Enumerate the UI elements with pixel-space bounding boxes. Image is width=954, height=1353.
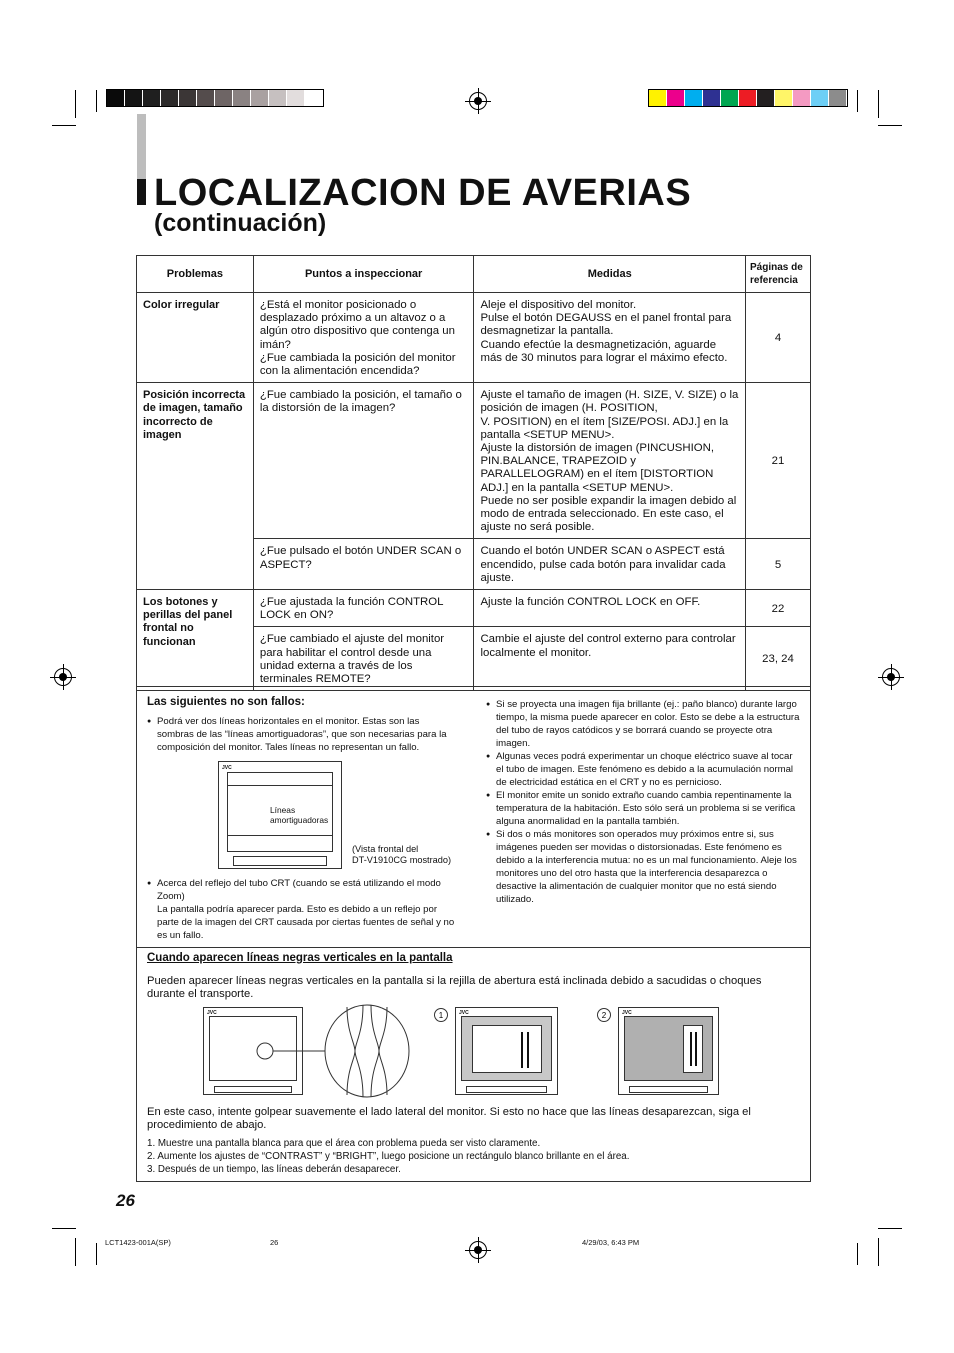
section-divider xyxy=(137,947,810,948)
step-marker-1 xyxy=(433,1007,449,1023)
header-pages: Páginas de referencia xyxy=(746,256,811,293)
color-swatch xyxy=(215,90,233,106)
note-item: ● Acerca del reflejo del tubo CRT (cuando se está utilizando el modo Zoom) La pantalla podría aparecer parda. Esto es debido a un reflejo por parte de la imagen del CRT causada por ciertas fuentes de señal y no es un fallo. xyxy=(147,877,457,942)
damper-line-bottom xyxy=(228,835,332,836)
header-measures: Medidas xyxy=(474,256,746,293)
color-swatch xyxy=(161,90,179,106)
figure-caption: (Vista frontal del DT-V1910CG mostrado) xyxy=(352,844,452,865)
color-swatch xyxy=(269,90,287,106)
svg-text:2: 2 xyxy=(601,1011,607,1020)
note-item: ● El monitor emite un sonido extraño cuando cambia repentinamente la temperatura de la habitación. Esto sólo será un problema si se verifica alguna anormalidad en la pantalla también. xyxy=(486,789,801,828)
color-swatch xyxy=(197,90,215,106)
crop-mark xyxy=(878,90,879,118)
svg-text:1: 1 xyxy=(438,1011,444,1020)
ref-cell: 21 xyxy=(746,383,811,539)
color-swatch xyxy=(739,90,757,106)
registration-mark xyxy=(882,668,900,686)
step-marker-2 xyxy=(596,1007,612,1023)
crop-mark xyxy=(857,1243,858,1265)
troubleshooting-table xyxy=(136,255,811,691)
point-cell: ¿Está el monitor posicionado o desplazado próximo a un altavoz o a algún otro dispositivo que contenga un imán? ¿Fue cambiada la posición del monitor con la alimentación encendida? xyxy=(253,293,474,383)
problem-cell: Posición incorrecta de imagen, tamaño incorrecto de imagen xyxy=(137,383,254,590)
problem-cell: Color irregular xyxy=(137,293,254,383)
crop-mark xyxy=(878,1228,902,1229)
color-swatch xyxy=(179,90,197,106)
footer-page-ref: 26 xyxy=(270,1238,279,1247)
monitor-screen xyxy=(624,1016,713,1081)
title-bar-marker xyxy=(137,179,146,205)
notes-box xyxy=(136,686,811,1182)
measure-cell: Ajuste la función CONTROL LOCK en OFF. xyxy=(474,590,746,627)
section-heading: Cuando aparecen líneas negras verticales en la pantalla xyxy=(147,952,453,964)
header-problems: Problemas xyxy=(137,256,254,293)
point-cell: ¿Fue ajustada la función CONTROL LOCK en ON? xyxy=(253,590,474,627)
bright-rectangle xyxy=(683,1025,703,1073)
ref-cell: 22 xyxy=(746,590,811,627)
color-swatch xyxy=(811,90,829,106)
table-row xyxy=(137,293,811,383)
problem-cell: Los botones y perillas del panel frontal no funcionan xyxy=(137,590,254,691)
point-cell: ¿Fue cambiado el ajuste del monitor para habilitar el control desde una unidad externa a través de los terminales REMOTE? xyxy=(253,627,474,691)
monitor-figure-step-1 xyxy=(455,1007,558,1095)
registration-mark xyxy=(469,1241,487,1259)
black-line xyxy=(690,1032,692,1066)
point-cell: ¿Fue cambiado la posición, el tamaño o la distorsión de la imagen? xyxy=(253,383,474,539)
crop-mark xyxy=(52,125,76,126)
color-swatch xyxy=(143,90,161,106)
point-cell: ¿Fue pulsado el botón UNDER SCAN o ASPECT? xyxy=(253,539,474,590)
color-swatch xyxy=(775,90,793,106)
footer-timestamp: 4/29/03, 6:43 PM xyxy=(582,1238,640,1247)
step-item: 1. Muestre una pantalla blanca para que el área con problema pueda ser visto claramente. xyxy=(147,1138,541,1149)
ref-cell: 5 xyxy=(746,539,811,590)
measure-cell: Cambie el ajuste del control externo para controlar localmente el monitor. xyxy=(474,627,746,691)
brand-logo: JVC xyxy=(622,1010,632,1016)
page-subtitle: (continuación) xyxy=(154,209,327,237)
color-swatch xyxy=(287,90,305,106)
ref-cell: 23, 24 xyxy=(746,627,811,691)
registration-mark xyxy=(54,668,72,686)
control-panel xyxy=(629,1086,708,1093)
ref-cell: 4 xyxy=(746,293,811,383)
white-screen xyxy=(472,1025,542,1073)
step-item: 2. Aumente los ajustes de “CONTRAST” y “BRIGHT”, luego posicione un rectángulo blanco brillante en el área. xyxy=(147,1151,630,1162)
crop-mark xyxy=(96,1243,97,1265)
section-instruction: En este caso, intente golpear suavemente el lado lateral del monitor. Si esto no hace que las líneas desaparezcan, siga el procedimiento de abajo. xyxy=(147,1106,751,1132)
measure-cell: Ajuste el tamaño de imagen (H. SIZE, V. SIZE) o la posición de imagen (H. POSITION, V. POSITION) en el ítem [SIZE/POSI. ADJ.] en la pantalla <SETUP MENU>. Ajuste la distorsión de imagen (PINCUSHION, PIN.BALANCE, TRAPEZOID y PARALLELOGRAM) en el ítem [DISTORTION ADJ.] en la pantalla <SETUP MENU>. Puede no ser posible expandir la imagen debido al modo de entrada seleccionado. En este caso, el ajuste no será posible. xyxy=(474,383,746,539)
notes-heading: Las siguientes no son fallos: xyxy=(147,696,305,708)
crop-mark xyxy=(75,1238,76,1266)
color-swatch xyxy=(233,90,251,106)
section-intro: Pueden aparecer líneas negras verticales en la pantalla si la rejilla de abertura está inclinada debido a sacudidas o choques durante el transporte. xyxy=(147,975,762,1001)
figure-label: Líneas amortiguadoras xyxy=(270,805,329,825)
brand-logo: JVC xyxy=(207,1010,217,1016)
color-swatch xyxy=(305,90,323,106)
procedure-steps xyxy=(147,1137,629,1176)
damper-line-top xyxy=(228,785,332,786)
crop-mark xyxy=(52,1228,76,1229)
color-swatch xyxy=(703,90,721,106)
table-row xyxy=(137,383,811,539)
notes-right-column xyxy=(486,698,801,906)
black-line xyxy=(527,1032,529,1068)
note-item: ● Si se proyecta una imagen fija brillante (ej.: paño blanco) durante largo tiempo, la misma puede aparecer en color. Esto se debe a la estructura del tubo de rayos catódicos y se borrará cuando se proyecte otra imagen. xyxy=(486,698,801,750)
registration-mark xyxy=(469,92,487,110)
color-swatch-bar xyxy=(648,89,848,107)
header-points: Puntos a inspeccionar xyxy=(253,256,474,293)
measure-cell: Cuando el botón UNDER SCAN o ASPECT está encendido, pulse cada botón para invalidar cada ajuste. xyxy=(474,539,746,590)
note-item: ● Podrá ver dos líneas horizontales en el monitor. Estas son las sombras de las “líneas amortiguadoras”, que son necesarias para la composición del monitor. Tales líneas no representan un fallo. xyxy=(147,715,457,754)
page-number: 26 xyxy=(116,1191,135,1210)
brand-logo: JVC xyxy=(222,765,232,771)
note-item: ● Algunas veces podrá experimentar un choque eléctrico suave al tocar el tubo de imagen. Este fenómeno es debido a la acumulación normal de electricidad estática en el CRT y no es pernicioso. xyxy=(486,750,801,789)
crop-mark xyxy=(857,90,858,112)
crop-mark xyxy=(75,90,76,118)
magnified-grille-figure xyxy=(247,1003,417,1099)
measure-cell: Aleje el dispositivo del monitor. Pulse el botón DEGAUSS en el panel frontal para desmagnetizar la pantalla. Cuando efectúe la desmagnetización, aguarde más de 30 minutos para lograr el máximo efecto. xyxy=(474,293,746,383)
control-panel xyxy=(466,1086,547,1093)
color-swatch xyxy=(829,90,847,106)
note-item: ● Si dos o más monitores son operados muy próximos entre si, sus imágenes pueden ser movidas o distorsionadas. Este fenómeno es debido a la interferencia mutua: no es un mal funcionamiento. Aleje los monitores uno del otro hasta que la interferencia desaparezca o desactive la alimentación de cualquier monitor que no está siendo utilizado. xyxy=(486,828,801,906)
black-line xyxy=(695,1032,697,1066)
color-swatch xyxy=(685,90,703,106)
color-swatch xyxy=(757,90,775,106)
brand-logo: JVC xyxy=(459,1010,469,1016)
color-swatch xyxy=(107,90,125,106)
table-row xyxy=(137,590,811,627)
notes-left-column xyxy=(147,715,457,754)
footer-doc-code: LCT1423-001A(SP) xyxy=(105,1238,171,1247)
crop-mark xyxy=(878,125,902,126)
color-swatch xyxy=(649,90,667,106)
control-panel xyxy=(233,856,327,866)
color-swatch xyxy=(251,90,269,106)
page-title: LOCALIZACION DE AVERIAS xyxy=(154,172,692,214)
crop-mark xyxy=(878,1238,879,1266)
color-swatch xyxy=(667,90,685,106)
monitor-figure-step-2 xyxy=(618,1007,719,1095)
step-item: 3. Después de un tiempo, las líneas deberán desaparecer. xyxy=(147,1164,401,1175)
color-swatch xyxy=(793,90,811,106)
zoom-circle xyxy=(257,1043,273,1059)
color-swatch xyxy=(125,90,143,106)
black-line xyxy=(521,1032,523,1068)
grayscale-swatch-bar xyxy=(106,89,324,107)
crop-mark xyxy=(96,90,97,112)
color-swatch xyxy=(721,90,739,106)
notes-left-column-2 xyxy=(147,877,457,942)
magnified-circle xyxy=(325,1005,409,1097)
monitor-screen xyxy=(461,1016,552,1081)
